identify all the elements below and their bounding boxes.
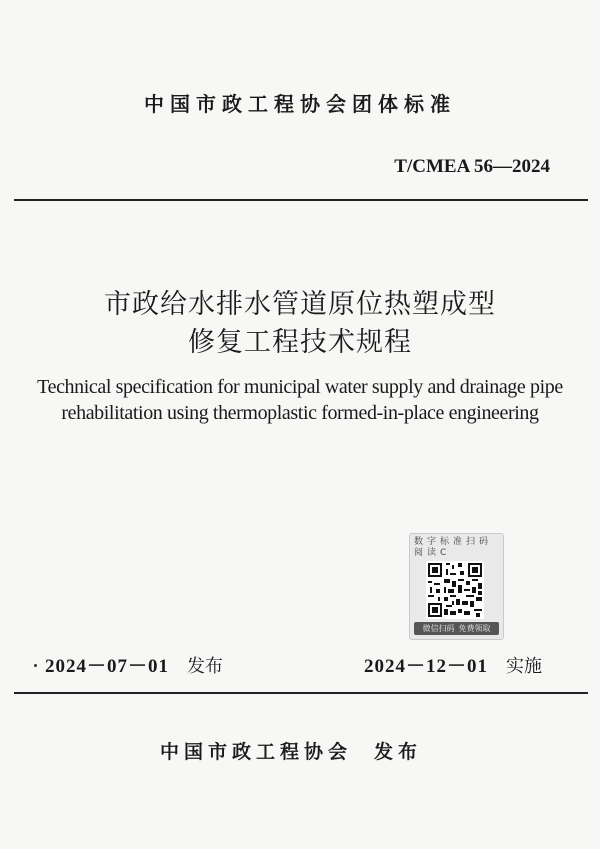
- title-en-line1: Technical specification for municipal water supply and drainage pipe: [37, 376, 563, 398]
- title-cn-line2: 修复工程技术规程: [188, 327, 412, 358]
- implement-date: [364, 651, 542, 678]
- issue-label: 发布: [187, 656, 224, 677]
- organization-header: 中国市政工程协会团体标准: [144, 92, 456, 116]
- title-en-line2: rehabilitation using thermoplastic formed-in-place engineering: [61, 402, 539, 424]
- top-divider: [14, 199, 588, 201]
- qr-sticker[interactable]: [409, 533, 504, 640]
- bottom-divider: [14, 692, 588, 694]
- issue-date: [45, 651, 223, 678]
- publisher-name: 中国市政工程协会: [160, 741, 353, 763]
- publisher: [160, 737, 422, 764]
- title-cn-line1: 市政给水排水管道原位热塑成型: [104, 289, 496, 320]
- qr-caption: 数字标准扫码阅读C: [414, 537, 493, 558]
- qr-code-icon[interactable]: [426, 561, 484, 619]
- qr-footer: 微信扫码 免费领取: [414, 622, 499, 635]
- issue-date-value: 2024－07－01: [45, 656, 170, 677]
- publish-label: 发布: [374, 741, 423, 763]
- implement-label: 实施: [506, 656, 543, 677]
- standard-number: T/CMEA 56—2024: [394, 156, 550, 177]
- implement-date-value: 2024－12－01: [364, 656, 489, 677]
- stray-dot: [34, 664, 37, 667]
